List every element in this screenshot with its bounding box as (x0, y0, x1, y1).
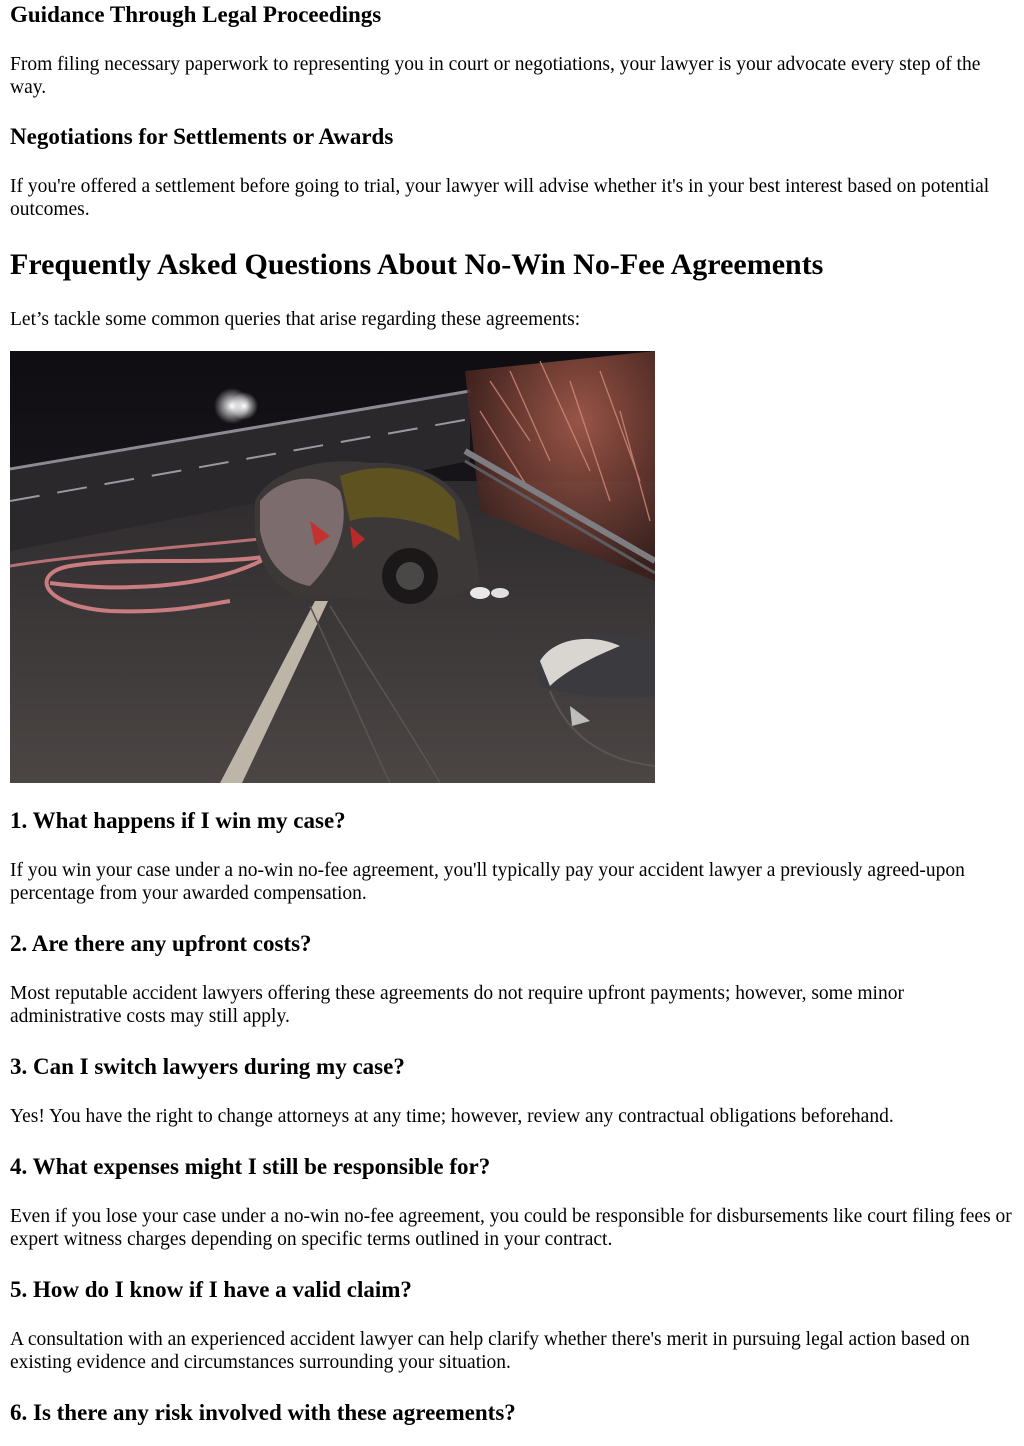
section-body-negotiations: If you're offered a settlement before going to trial, your lawyer will advise whether it's in your best interest based on potential outcomes. (10, 176, 990, 220)
section-body-guidance: From filing necessary paperwork to representing you in court or negotiations, your lawyer is your advocate every step of the way. (10, 54, 981, 98)
faq-answer-4: Even if you lose your case under a no-win no-fee agreement, you could be responsible for disbursements like court filing fees or expert witness charges depending on specific terms outlined in your contract. (10, 1206, 1012, 1250)
section-heading-negotiations: Negotiations for Settlements or Awards (10, 124, 394, 149)
faq-question-5: 5. How do I know if I have a valid claim? (10, 1277, 412, 1302)
faq-answer-1: If you win your case under a no-win no-fee agreement, you'll typically pay your accident lawyer a previously agreed-upon percentage from your awarded compensation. (10, 860, 965, 904)
faq-answer-2: Most reputable accident lawyers offering these agreements do not require upfront payments; however, some minor administrative costs may still apply. (10, 983, 904, 1027)
faq-question-2: 2. Are there any upfront costs? (10, 931, 312, 956)
faq-question-4: 4. What expenses might I still be responsible for? (10, 1154, 491, 1179)
faq-question-6: 6. Is there any risk involved with these agreements? (10, 1400, 516, 1425)
faq-answer-3: Yes! You have the right to change attorneys at any time; however, review any contractual obligations beforehand. (10, 1106, 894, 1127)
car-crash-illustration (10, 351, 655, 783)
faq-intro: Let’s tackle some common queries that arise regarding these agreements: (10, 309, 581, 330)
faq-title: Frequently Asked Questions About No-Win No-Fee Agreements (10, 248, 824, 281)
faq-question-1: 1. What happens if I win my case? (10, 808, 346, 833)
section-heading-guidance: Guidance Through Legal Proceedings (10, 2, 382, 27)
faq-question-3: 3. Can I switch lawyers during my case? (10, 1054, 405, 1079)
faq-answer-5: A consultation with an experienced accident lawyer can help clarify whether there's merit in pursuing legal action based on existing evidence and circumstances surrounding your situation. (10, 1329, 970, 1373)
car-crash-photo (10, 351, 655, 783)
